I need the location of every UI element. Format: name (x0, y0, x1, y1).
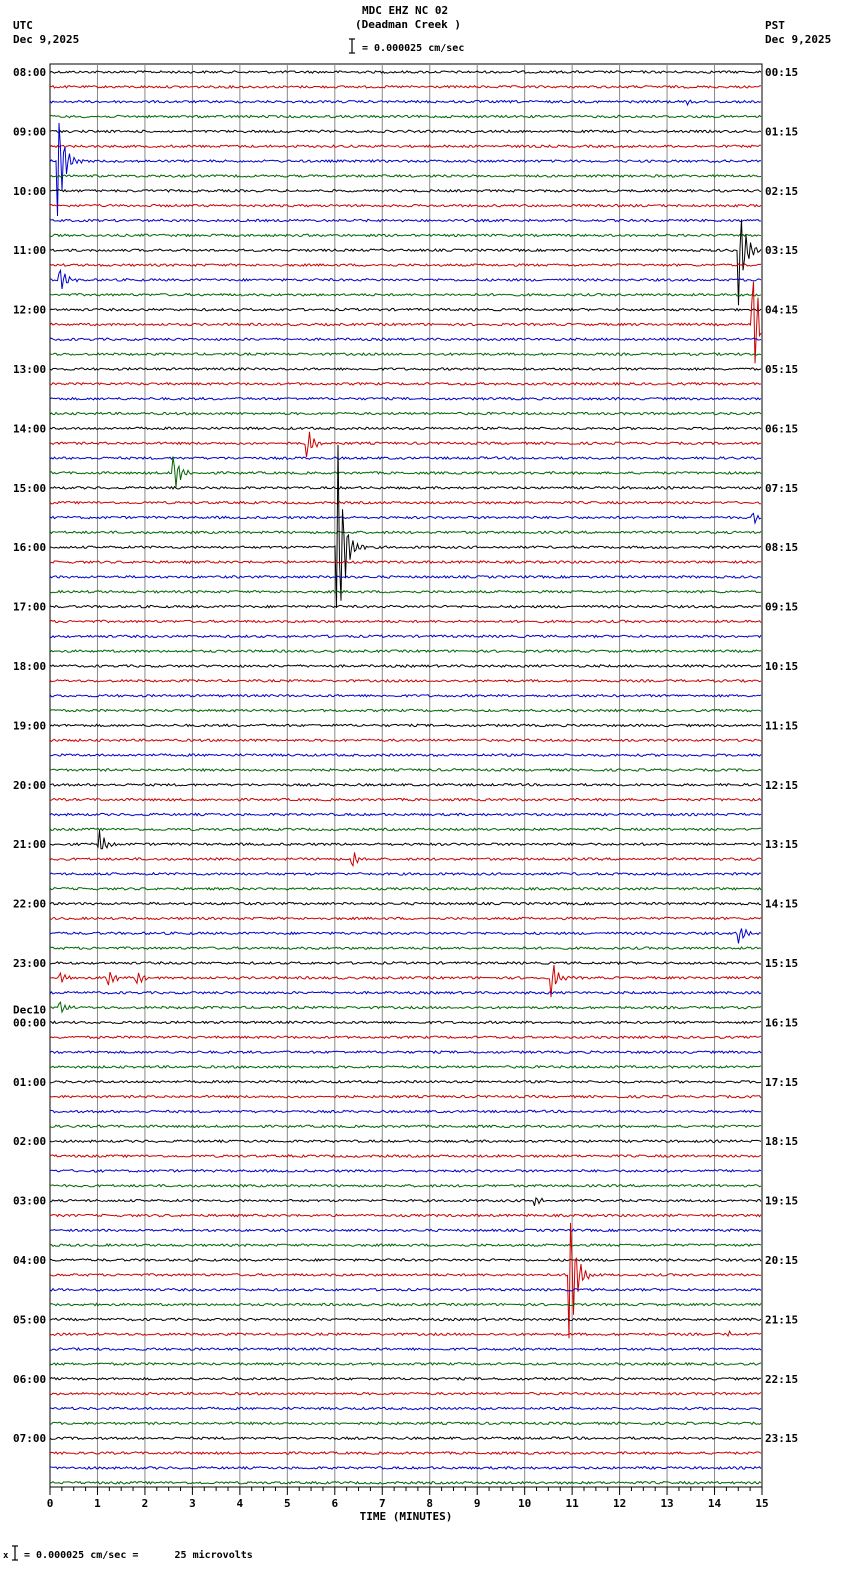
right-date: Dec 9,2025 (765, 33, 832, 46)
trace-line (50, 1331, 761, 1336)
x-tick-label: 6 (331, 1497, 339, 1510)
left-hour-label: 21:00 (13, 838, 47, 852)
left-hour-label: 20:00 (13, 778, 47, 792)
x-tick-label: 3 (189, 1497, 196, 1510)
trace-line (50, 1318, 761, 1320)
left-hour-label: 15:00 (13, 481, 47, 495)
site-title: (Deadman Creek ) (355, 18, 461, 31)
trace-line (50, 620, 761, 622)
trace-line (50, 531, 761, 533)
trace-line (50, 1036, 761, 1038)
x-tick-label: 1 (94, 1497, 101, 1510)
trace-line (50, 902, 761, 904)
left-hour-label: 09:00 (13, 125, 47, 139)
trace-line (50, 190, 761, 192)
trace-line (50, 1170, 761, 1172)
trace-line (50, 427, 761, 429)
trace-line (50, 1363, 761, 1365)
trace-line (50, 784, 761, 786)
trace-line (50, 432, 761, 457)
right-hour-label: 19:15 (765, 1194, 799, 1208)
trace-line (50, 1393, 761, 1395)
trace-line (50, 1002, 761, 1012)
trace-line (50, 1289, 761, 1291)
trace-line (50, 457, 761, 459)
left-hour-label: 03:00 (13, 1194, 47, 1208)
left-hour-label: 02:00 (13, 1135, 47, 1149)
trace-line (50, 338, 761, 340)
trace-line (50, 1021, 761, 1023)
x-tick-label: 10 (518, 1497, 532, 1510)
footer-scale-prefix: x (3, 1551, 9, 1561)
left-hour-label: 17:00 (13, 600, 47, 614)
trace-line (50, 115, 761, 117)
trace-line (50, 852, 761, 865)
right-hour-label: 22:15 (765, 1372, 799, 1386)
trace-line (50, 71, 761, 73)
trace-line (50, 383, 761, 385)
left-hour-label: 00:00 (13, 1016, 47, 1030)
right-hour-label: 23:15 (765, 1432, 799, 1446)
right-hour-label: 14:15 (765, 897, 799, 911)
left-hour-label: 22:00 (13, 897, 47, 911)
trace-line (50, 1081, 761, 1083)
x-axis (47, 1487, 769, 1523)
trace-line (50, 724, 761, 726)
left-hour-label: 05:00 (13, 1313, 47, 1327)
trace-line (50, 1259, 761, 1261)
trace-line (50, 813, 761, 815)
left-hour-label: 14:00 (13, 422, 47, 436)
right-hour-label: 05:15 (765, 363, 799, 376)
trace-line (50, 100, 761, 105)
right-hour-label: 15:15 (765, 957, 799, 970)
trace-line (50, 1140, 761, 1142)
trace-line (50, 873, 761, 875)
right-timezone: PST (765, 19, 785, 32)
x-tick-label: 14 (707, 1497, 722, 1510)
x-tick-label: 12 (612, 1497, 627, 1510)
trace-line (50, 205, 761, 207)
trace-line (50, 929, 761, 944)
trace-line (50, 888, 761, 890)
right-hour-label: 00:15 (765, 66, 799, 79)
x-tick-label: 0 (46, 1497, 54, 1510)
trace-line (50, 799, 761, 801)
right-hour-label: 11:15 (765, 719, 799, 733)
trace-line (50, 650, 761, 652)
traces (50, 71, 761, 1484)
trace-line (50, 992, 761, 994)
scale-label: = 0.000025 cm/sec (362, 43, 465, 54)
right-hour-label: 16:15 (765, 1016, 799, 1030)
trace-line (50, 1422, 761, 1424)
trace-line (50, 1214, 761, 1216)
trace-line (50, 695, 761, 697)
trace-line (50, 576, 761, 578)
right-hour-label: 01:15 (765, 125, 799, 139)
right-hour-label: 08:15 (765, 541, 799, 555)
trace-line (50, 264, 761, 266)
left-date: Dec 9,2025 (13, 33, 80, 46)
trace-line (50, 398, 761, 400)
left-hour-label: 08:00 (13, 66, 47, 79)
trace-line (50, 1244, 761, 1246)
right-hour-label: 10:15 (765, 660, 799, 673)
right-hour-label: 12:15 (765, 778, 799, 792)
trace-line (50, 1407, 761, 1409)
left-hour-label: 11:00 (13, 244, 47, 258)
station-title: MDC EHZ NC 02 (362, 4, 449, 17)
trace-line (50, 86, 761, 88)
trace-line (50, 308, 761, 310)
trace-line (50, 270, 761, 289)
right-hour-label: 07:15 (765, 481, 799, 495)
trace-line (50, 1155, 761, 1157)
trace-line (50, 1110, 761, 1112)
trace-line (50, 709, 761, 711)
right-hour-label: 09:15 (765, 600, 799, 614)
trace-line (50, 1125, 761, 1127)
trace-line (50, 828, 761, 830)
trace-line (50, 1051, 761, 1053)
trace-line (50, 1096, 761, 1098)
right-hour-label: 04:15 (765, 303, 799, 317)
left-hour-label: 10:00 (13, 184, 47, 198)
trace-line (50, 145, 761, 147)
trace-line (50, 219, 761, 221)
trace-line (50, 502, 761, 504)
x-tick-label: 7 (378, 1497, 386, 1510)
x-tick-label: 15 (755, 1497, 769, 1510)
x-axis-title: TIME (MINUTES) (359, 1510, 453, 1523)
trace-line (50, 1467, 761, 1469)
trace-line (50, 1482, 761, 1484)
left-hour-label: 23:00 (13, 957, 47, 970)
trace-line (50, 754, 761, 756)
right-hour-label: 02:15 (765, 184, 799, 198)
trace-line (50, 962, 761, 964)
x-tick-label: 8 (426, 1497, 434, 1510)
x-tick-label: 5 (284, 1497, 291, 1510)
x-tick-label: 9 (473, 1497, 481, 1510)
right-hour-label: 06:15 (765, 422, 799, 436)
x-tick-label: 13 (660, 1497, 674, 1510)
trace-line (50, 680, 761, 682)
trace-line (50, 769, 761, 771)
trace-line (50, 234, 761, 236)
trace-line (50, 605, 761, 607)
trace-line (50, 353, 761, 355)
right-hour-label: 21:15 (765, 1313, 799, 1327)
trace-line (50, 1223, 761, 1338)
plot-frame (50, 64, 762, 1487)
trace-line (50, 1437, 761, 1439)
trace-line (50, 1348, 761, 1350)
grid (50, 64, 762, 1487)
trace-line (50, 294, 761, 296)
left-hour-label: 07:00 (13, 1432, 47, 1446)
right-hour-label: 18:15 (765, 1135, 799, 1149)
trace-line (50, 175, 761, 177)
left-hour-label: 12:00 (13, 303, 47, 317)
left-hour-label: 18:00 (13, 660, 47, 673)
trace-line (50, 130, 761, 132)
trace-line (50, 1378, 761, 1380)
left-hour-label: 13:00 (13, 363, 47, 376)
left-hour-label: 01:00 (13, 1075, 47, 1089)
left-date-change-label: Dec10 (13, 1003, 47, 1017)
right-hour-label: 20:15 (765, 1254, 799, 1267)
footer-scale-bar-icon (10, 1545, 20, 1561)
trace-line (50, 917, 761, 919)
trace-line (50, 1198, 761, 1206)
trace-line (50, 1452, 761, 1454)
trace-line (50, 1185, 761, 1187)
x-tick-label: 11 (565, 1497, 579, 1510)
trace-line (50, 591, 761, 593)
left-hour-label: 19:00 (13, 719, 47, 733)
trace-line (50, 665, 761, 667)
trace-line (50, 487, 761, 489)
trace-line (50, 123, 761, 216)
trace-line (50, 1066, 761, 1068)
trace-line (50, 412, 761, 414)
trace-line (50, 1229, 761, 1231)
left-timezone: UTC (13, 19, 33, 32)
trace-line (50, 513, 761, 523)
right-hour-label: 03:15 (765, 244, 799, 258)
right-hour-label: 13:15 (765, 838, 799, 852)
trace-line (50, 561, 761, 563)
trace-line (50, 445, 761, 608)
right-hour-label: 17:15 (765, 1075, 799, 1089)
trace-line (50, 457, 761, 488)
left-hour-label: 04:00 (13, 1254, 47, 1267)
x-tick-label: 4 (236, 1497, 244, 1510)
left-hour-label: 06:00 (13, 1372, 47, 1386)
trace-line (50, 635, 761, 637)
trace-line (50, 739, 761, 741)
trace-line (50, 1303, 761, 1305)
trace-line (50, 368, 761, 370)
x-tick-label: 2 (141, 1497, 149, 1510)
left-hour-label: 16:00 (13, 541, 47, 555)
trace-line (50, 219, 761, 305)
trace-line (50, 947, 761, 949)
footer-scale-text: = 0.000025 cm/sec = 25 microvolts (24, 1550, 253, 1561)
trace-line (50, 830, 761, 848)
